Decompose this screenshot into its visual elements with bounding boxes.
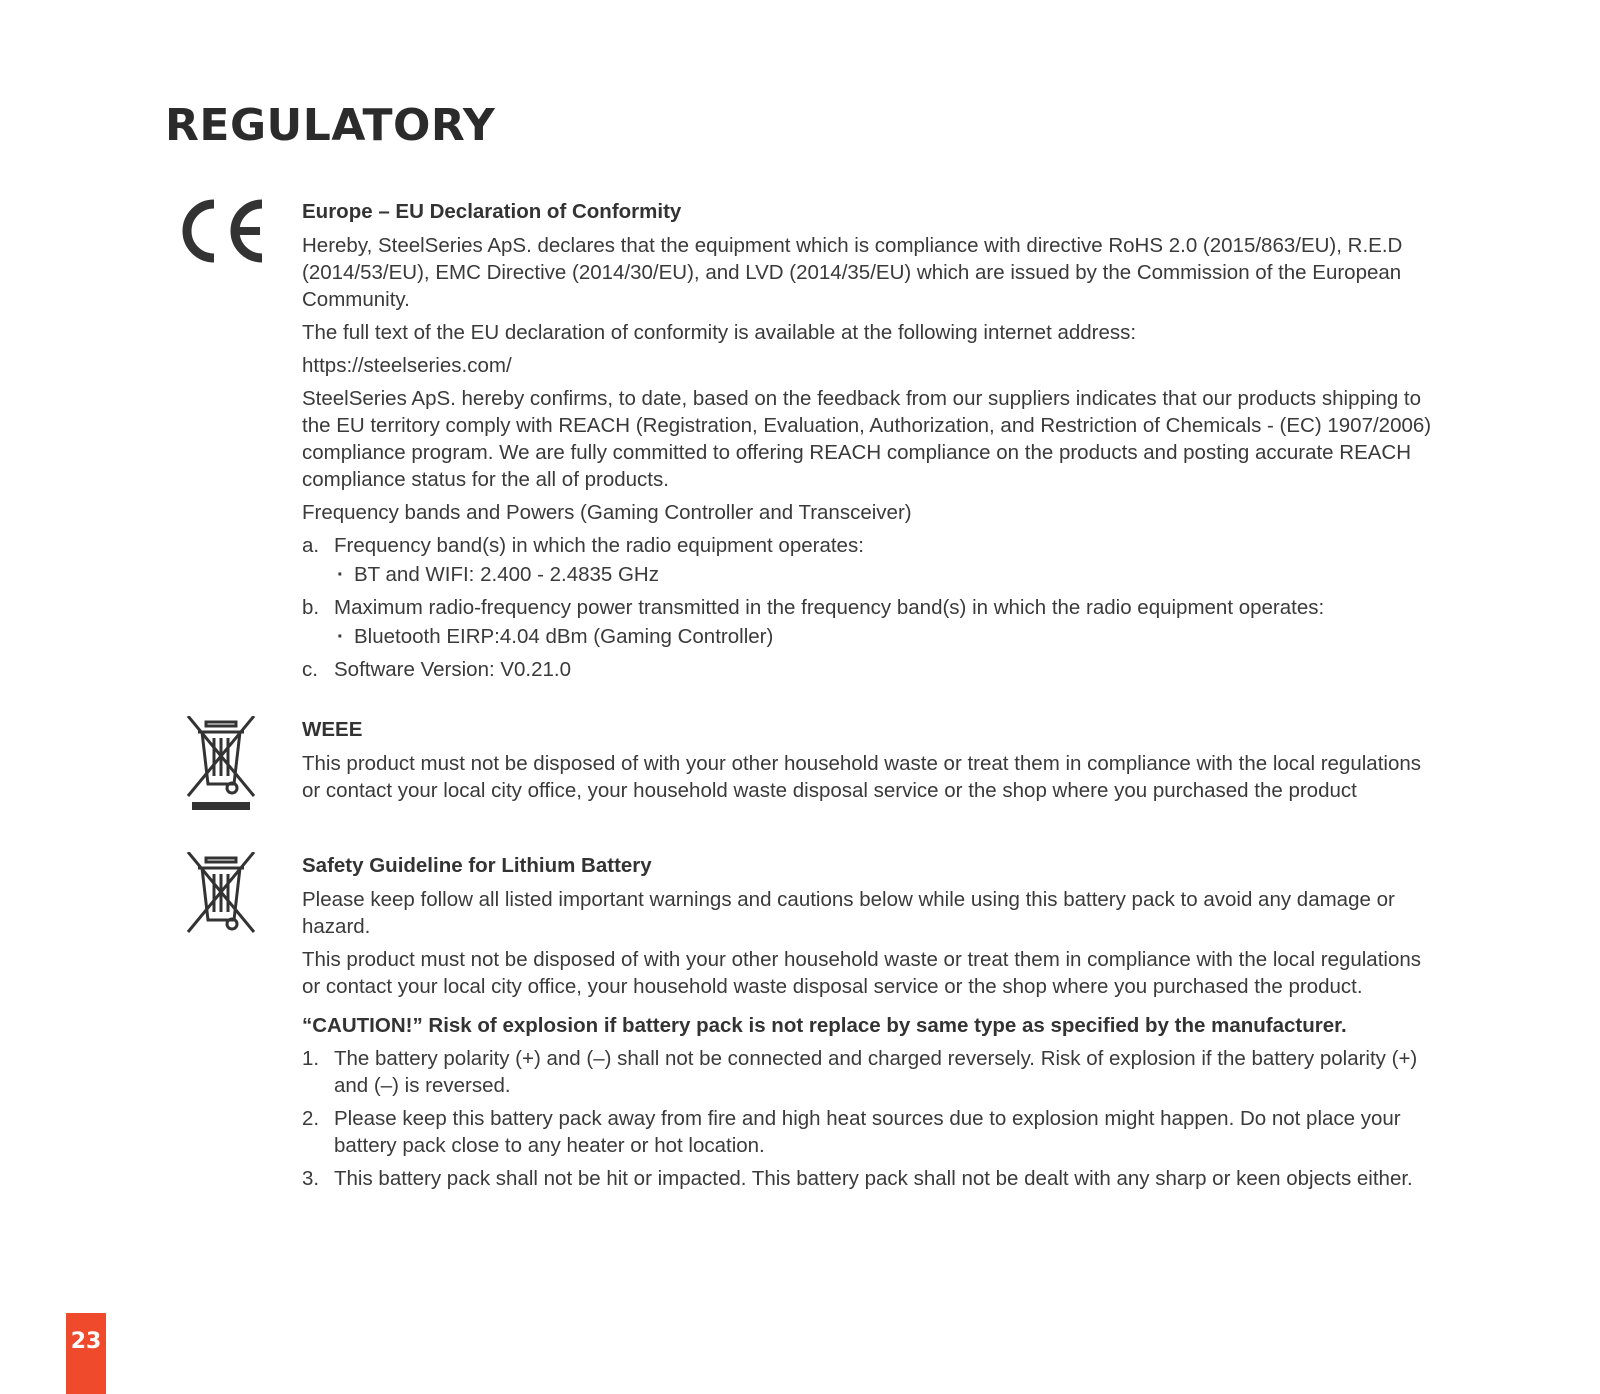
eu-heading: Europe – EU Declaration of Conformity [302, 200, 682, 223]
eu-paragraph: Frequency bands and Powers (Gaming Controller and Transceiver) [302, 501, 912, 524]
list-item-text: The battery polarity (+) and (–) shall not be connected and charged reversely. Risk of explosion if the battery polarity (+) and (–) is reversed. [334, 1047, 1418, 1097]
weee-heading: WEEE [302, 718, 363, 741]
list-item [302, 1105, 1442, 1159]
list-item-text: This battery pack shall not be hit or impacted. This battery pack shall not be dealt with any sharp or keen objects either. [334, 1167, 1413, 1190]
caution-text: “CAUTION!” Risk of explosion if battery pack is not replace by same type as specified by the manufacturer. [302, 1014, 1347, 1037]
frequency-list [302, 532, 1442, 683]
list-item-text: Software Version: V0.21.0 [334, 658, 572, 681]
list-item-text: Frequency band(s) in which the radio equipment operates: [334, 534, 864, 557]
list-marker: 2. [302, 1107, 320, 1130]
eu-paragraph: SteelSeries ApS. hereby confirms, to date, based on the feedback from our suppliers indicates that our products shipping to the EU territory comply with REACH (Registration, Evaluation, Authorization, and Restriction of Chemicals - (EC) 1907/2006) compliance program. We are fully committed to offering REACH compliance on the products and posting accurate REACH compliance status for the all of products. [302, 387, 1432, 491]
bullet-item: · BT and WIFI: 2.400 - 2.4835 GHz [334, 561, 1442, 588]
eu-content [302, 198, 1442, 689]
list-item [302, 594, 1442, 650]
crossed-out-wheeled-bin-icon [186, 852, 256, 934]
list-marker: b. [302, 596, 320, 619]
page-title: REGULATORY [165, 100, 496, 151]
battery-heading: Safety Guideline for Lithium Battery [302, 854, 652, 877]
list-marker: a. [302, 534, 320, 557]
battery-warnings-list [302, 1045, 1442, 1192]
ce-mark-icon [176, 198, 268, 264]
eu-paragraph: The full text of the EU declaration of conformity is available at the following internet address: [302, 321, 1137, 344]
list-item [302, 1165, 1442, 1192]
bullet-item: · Bluetooth EIRP:4.04 dBm (Gaming Controller) [334, 623, 1442, 650]
eu-paragraph: Hereby, SteelSeries ApS. declares that the equipment which is compliance with directive RoHS 2.0 (2015/863/EU), R.E.D (2014/53/EU), EMC Directive (2014/30/EU), and LVD (2014/35/EU) which are issued by the Commission of the European Community. [302, 234, 1403, 311]
list-item [302, 1045, 1442, 1099]
list-item-text: Please keep this battery pack away from fire and high heat sources due to explosion might happen. Do not place your battery pack close to any heater or hot location. [334, 1107, 1401, 1157]
eu-url: https://steelseries.com/ [302, 354, 512, 377]
crossed-out-wheeled-bin-icon [186, 716, 256, 812]
battery-content [302, 852, 1442, 1198]
list-marker: 3. [302, 1167, 320, 1190]
list-marker: c. [302, 658, 318, 681]
list-item-text: Maximum radio-frequency power transmitted in the frequency band(s) in which the radio equipment operates: [334, 596, 1325, 619]
weee-content [302, 716, 1442, 810]
list-marker: 1. [302, 1047, 320, 1070]
weee-paragraph: This product must not be disposed of with your other household waste or treat them in compliance with the local regulations or contact your local city office, your household waste disposal service or the shop where you purchased the product [302, 752, 1421, 802]
battery-paragraph: Please keep follow all listed important warnings and cautions below while using this battery pack to avoid any damage or hazard. [302, 888, 1395, 938]
list-item [302, 532, 1442, 588]
list-item [302, 656, 1442, 683]
page-number: 23 [66, 1313, 106, 1394]
battery-paragraph: This product must not be disposed of with your other household waste or treat them in compliance with the local regulations or contact your local city office, your household waste disposal service or the shop where you purchased the product. [302, 948, 1421, 998]
